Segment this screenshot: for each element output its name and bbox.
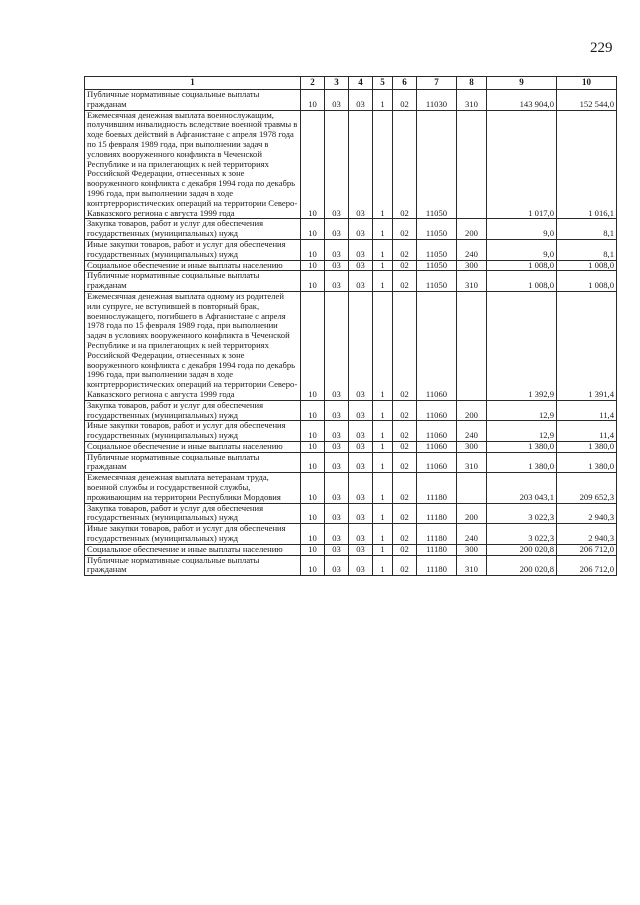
table-row [85, 452, 617, 473]
amount-year-2-cell: 1 380,0 [557, 441, 617, 452]
expense-type-code-cell: 200 [457, 400, 487, 421]
direction-code-cell: 11050 [417, 219, 457, 240]
section-code-cell: 10 [301, 400, 325, 421]
direction-code-cell: 11030 [417, 90, 457, 111]
table-row [85, 291, 617, 400]
table-header-row [85, 77, 617, 90]
row-name-cell: Публичные нормативные социальные выплаты гражданам [85, 555, 301, 576]
direction-code-cell: 11060 [417, 400, 457, 421]
amount-year-1-cell: 12,9 [487, 400, 557, 421]
expense-type-code-cell [457, 291, 487, 400]
amount-year-1-cell: 3 022,3 [487, 503, 557, 524]
subsection-code-cell: 03 [325, 544, 349, 555]
amount-year-2-cell: 11,4 [557, 400, 617, 421]
amount-year-1-cell: 12,9 [487, 421, 557, 442]
amount-year-1-cell: 3 022,3 [487, 524, 557, 545]
amount-year-2-cell: 1 380,0 [557, 452, 617, 473]
table-row [85, 544, 617, 555]
row-name-cell: Иные закупки товаров, работ и услуг для обеспечения государственных (муниципальных) нужд [85, 239, 301, 260]
main-activity-code-cell: 02 [393, 291, 417, 400]
table-row [85, 441, 617, 452]
row-name-cell: Публичные нормативные социальные выплаты гражданам [85, 271, 301, 292]
section-code-cell: 10 [301, 441, 325, 452]
subprogram-code-cell: 1 [373, 524, 393, 545]
subprogram-code-cell: 1 [373, 271, 393, 292]
column-header: 4 [349, 77, 373, 90]
subsection-code-cell: 03 [325, 239, 349, 260]
column-header: 9 [487, 77, 557, 90]
expense-type-code-cell: 240 [457, 421, 487, 442]
subprogram-code-cell: 1 [373, 260, 393, 271]
row-name-cell: Иные закупки товаров, работ и услуг для обеспечения государственных (муниципальных) нужд [85, 524, 301, 545]
direction-code-cell: 11050 [417, 110, 457, 219]
table-row [85, 271, 617, 292]
amount-year-1-cell: 9,0 [487, 239, 557, 260]
subprogram-code-cell: 1 [373, 441, 393, 452]
row-name-cell: Ежемесячная денежная выплата одному из родителей или супруге, не вступившей в повторный брак, военнослужащего, погибшего в Афганистане с апреля 1978 года по 15 февраля 1989 года, при выполнении задач в условиях вооруженного конфликта в Чеченской Республике и на прилегающих к ней территориях Российской Федерации, отнесенных к зоне вооруженного конфликта с декабря 1994 года по декабрь 1996 года, при выполнении задач в ходе контртеррористических операций на территории Северо-Кавказского региона с августа 1999 года [85, 291, 301, 400]
subsection-code-cell: 03 [325, 110, 349, 219]
subprogram-code-cell: 1 [373, 544, 393, 555]
program-code-cell: 03 [349, 421, 373, 442]
section-code-cell: 10 [301, 473, 325, 503]
direction-code-cell: 11180 [417, 555, 457, 576]
expense-type-code-cell: 300 [457, 544, 487, 555]
subprogram-code-cell: 1 [373, 110, 393, 219]
page-number: 229 [590, 40, 613, 56]
section-code-cell: 10 [301, 544, 325, 555]
section-code-cell: 10 [301, 452, 325, 473]
program-code-cell: 03 [349, 90, 373, 111]
main-activity-code-cell: 02 [393, 90, 417, 111]
main-activity-code-cell: 02 [393, 524, 417, 545]
section-code-cell: 10 [301, 524, 325, 545]
row-name-cell: Публичные нормативные социальные выплаты гражданам [85, 452, 301, 473]
column-header: 8 [457, 77, 487, 90]
section-code-cell: 10 [301, 219, 325, 240]
column-header: 3 [325, 77, 349, 90]
program-code-cell: 03 [349, 524, 373, 545]
expense-type-code-cell: 300 [457, 260, 487, 271]
section-code-cell: 10 [301, 271, 325, 292]
subsection-code-cell: 03 [325, 421, 349, 442]
amount-year-2-cell: 2 940,3 [557, 524, 617, 545]
amount-year-1-cell: 1 380,0 [487, 441, 557, 452]
table-row [85, 421, 617, 442]
expense-type-code-cell: 240 [457, 524, 487, 545]
subsection-code-cell: 03 [325, 555, 349, 576]
amount-year-2-cell: 1 016,1 [557, 110, 617, 219]
subsection-code-cell: 03 [325, 503, 349, 524]
table-row [85, 239, 617, 260]
main-activity-code-cell: 02 [393, 503, 417, 524]
row-name-cell: Социальное обеспечение и иные выплаты населению [85, 260, 301, 271]
direction-code-cell: 11060 [417, 421, 457, 442]
program-code-cell: 03 [349, 544, 373, 555]
section-code-cell: 10 [301, 260, 325, 271]
direction-code-cell: 11180 [417, 473, 457, 503]
expense-type-code-cell: 310 [457, 452, 487, 473]
main-activity-code-cell: 02 [393, 239, 417, 260]
subprogram-code-cell: 1 [373, 400, 393, 421]
expense-type-code-cell: 200 [457, 219, 487, 240]
section-code-cell: 10 [301, 110, 325, 219]
amount-year-2-cell: 11,4 [557, 421, 617, 442]
section-code-cell: 10 [301, 503, 325, 524]
row-name-cell: Социальное обеспечение и иные выплаты населению [85, 544, 301, 555]
column-header: 1 [85, 77, 301, 90]
main-activity-code-cell: 02 [393, 271, 417, 292]
section-code-cell: 10 [301, 421, 325, 442]
amount-year-2-cell: 206 712,0 [557, 544, 617, 555]
amount-year-1-cell: 143 904,0 [487, 90, 557, 111]
amount-year-1-cell: 1 392,9 [487, 291, 557, 400]
subsection-code-cell: 03 [325, 219, 349, 240]
row-name-cell: Социальное обеспечение и иные выплаты населению [85, 441, 301, 452]
expense-type-code-cell [457, 473, 487, 503]
table-row [85, 400, 617, 421]
subsection-code-cell: 03 [325, 400, 349, 421]
subprogram-code-cell: 1 [373, 555, 393, 576]
amount-year-1-cell: 9,0 [487, 219, 557, 240]
amount-year-1-cell: 1 008,0 [487, 271, 557, 292]
section-code-cell: 10 [301, 555, 325, 576]
direction-code-cell: 11180 [417, 503, 457, 524]
table-row [85, 260, 617, 271]
program-code-cell: 03 [349, 110, 373, 219]
subsection-code-cell: 03 [325, 441, 349, 452]
direction-code-cell: 11060 [417, 452, 457, 473]
subprogram-code-cell: 1 [373, 219, 393, 240]
amount-year-1-cell: 200 020,8 [487, 544, 557, 555]
row-name-cell: Закупка товаров, работ и услуг для обеспечения государственных (муниципальных) нужд [85, 219, 301, 240]
row-name-cell: Ежемесячная денежная выплата ветеранам труда, военной службы и государственной службы, проживающим на территории Республики Мордовия [85, 473, 301, 503]
row-name-cell: Иные закупки товаров, работ и услуг для обеспечения государственных (муниципальных) нужд [85, 421, 301, 442]
section-code-cell: 10 [301, 90, 325, 111]
row-name-cell: Публичные нормативные социальные выплаты гражданам [85, 90, 301, 111]
subsection-code-cell: 03 [325, 473, 349, 503]
direction-code-cell: 11180 [417, 524, 457, 545]
subprogram-code-cell: 1 [373, 473, 393, 503]
main-activity-code-cell: 02 [393, 555, 417, 576]
subsection-code-cell: 03 [325, 452, 349, 473]
program-code-cell: 03 [349, 260, 373, 271]
program-code-cell: 03 [349, 291, 373, 400]
subprogram-code-cell: 1 [373, 239, 393, 260]
subprogram-code-cell: 1 [373, 421, 393, 442]
main-activity-code-cell: 02 [393, 400, 417, 421]
amount-year-2-cell: 152 544,0 [557, 90, 617, 111]
column-header: 5 [373, 77, 393, 90]
direction-code-cell: 11060 [417, 441, 457, 452]
expense-type-code-cell [457, 110, 487, 219]
table-row [85, 555, 617, 576]
budget-table [84, 76, 617, 576]
main-activity-code-cell: 02 [393, 473, 417, 503]
subprogram-code-cell: 1 [373, 291, 393, 400]
program-code-cell: 03 [349, 219, 373, 240]
table-row [85, 524, 617, 545]
expense-type-code-cell: 310 [457, 90, 487, 111]
table-row [85, 90, 617, 111]
expense-type-code-cell: 310 [457, 271, 487, 292]
subsection-code-cell: 03 [325, 90, 349, 111]
main-activity-code-cell: 02 [393, 260, 417, 271]
amount-year-1-cell: 203 043,1 [487, 473, 557, 503]
amount-year-2-cell: 8,1 [557, 219, 617, 240]
column-header: 6 [393, 77, 417, 90]
amount-year-1-cell: 1 008,0 [487, 260, 557, 271]
direction-code-cell: 11050 [417, 260, 457, 271]
amount-year-1-cell: 1 380,0 [487, 452, 557, 473]
program-code-cell: 03 [349, 239, 373, 260]
main-activity-code-cell: 02 [393, 219, 417, 240]
program-code-cell: 03 [349, 473, 373, 503]
main-activity-code-cell: 02 [393, 110, 417, 219]
amount-year-2-cell: 209 652,3 [557, 473, 617, 503]
table-row [85, 219, 617, 240]
expense-type-code-cell: 240 [457, 239, 487, 260]
program-code-cell: 03 [349, 441, 373, 452]
subsection-code-cell: 03 [325, 291, 349, 400]
amount-year-2-cell: 8,1 [557, 239, 617, 260]
expense-type-code-cell: 200 [457, 503, 487, 524]
amount-year-2-cell: 206 712,0 [557, 555, 617, 576]
direction-code-cell: 11050 [417, 239, 457, 260]
subprogram-code-cell: 1 [373, 90, 393, 111]
subsection-code-cell: 03 [325, 271, 349, 292]
row-name-cell: Ежемесячная денежная выплата военнослужащим, получившим инвалидность вследствие военной травмы в ходе боевых действий в Афганистане с апреля 1978 года по 15 февраля 1989 года, при выполнении задач в условиях вооруженного конфликта в Чеченской Республике и на прилегающих к ней территориях Российской Федерации, отнесенных к зоне вооруженного конфликта с декабря 1994 года по декабрь 1996 года, при выполнении задач в ходе контртеррористических операций на территории Северо-Кавказского региона с августа 1999 года [85, 110, 301, 219]
direction-code-cell: 11050 [417, 271, 457, 292]
direction-code-cell: 11180 [417, 544, 457, 555]
subprogram-code-cell: 1 [373, 452, 393, 473]
amount-year-1-cell: 200 020,8 [487, 555, 557, 576]
section-code-cell: 10 [301, 239, 325, 260]
main-activity-code-cell: 02 [393, 452, 417, 473]
main-activity-code-cell: 02 [393, 544, 417, 555]
amount-year-2-cell: 2 940,3 [557, 503, 617, 524]
expense-type-code-cell: 300 [457, 441, 487, 452]
main-activity-code-cell: 02 [393, 421, 417, 442]
amount-year-1-cell: 1 017,0 [487, 110, 557, 219]
row-name-cell: Закупка товаров, работ и услуг для обеспечения государственных (муниципальных) нужд [85, 400, 301, 421]
main-activity-code-cell: 02 [393, 441, 417, 452]
amount-year-2-cell: 1 008,0 [557, 271, 617, 292]
table-row [85, 110, 617, 219]
program-code-cell: 03 [349, 400, 373, 421]
subprogram-code-cell: 1 [373, 503, 393, 524]
table-row [85, 503, 617, 524]
column-header: 10 [557, 77, 617, 90]
column-header: 2 [301, 77, 325, 90]
expense-type-code-cell: 310 [457, 555, 487, 576]
amount-year-2-cell: 1 391,4 [557, 291, 617, 400]
program-code-cell: 03 [349, 503, 373, 524]
column-header: 7 [417, 77, 457, 90]
amount-year-2-cell: 1 008,0 [557, 260, 617, 271]
subsection-code-cell: 03 [325, 524, 349, 545]
direction-code-cell: 11060 [417, 291, 457, 400]
row-name-cell: Закупка товаров, работ и услуг для обеспечения государственных (муниципальных) нужд [85, 503, 301, 524]
table-row [85, 473, 617, 503]
program-code-cell: 03 [349, 452, 373, 473]
program-code-cell: 03 [349, 271, 373, 292]
subsection-code-cell: 03 [325, 260, 349, 271]
section-code-cell: 10 [301, 291, 325, 400]
program-code-cell: 03 [349, 555, 373, 576]
